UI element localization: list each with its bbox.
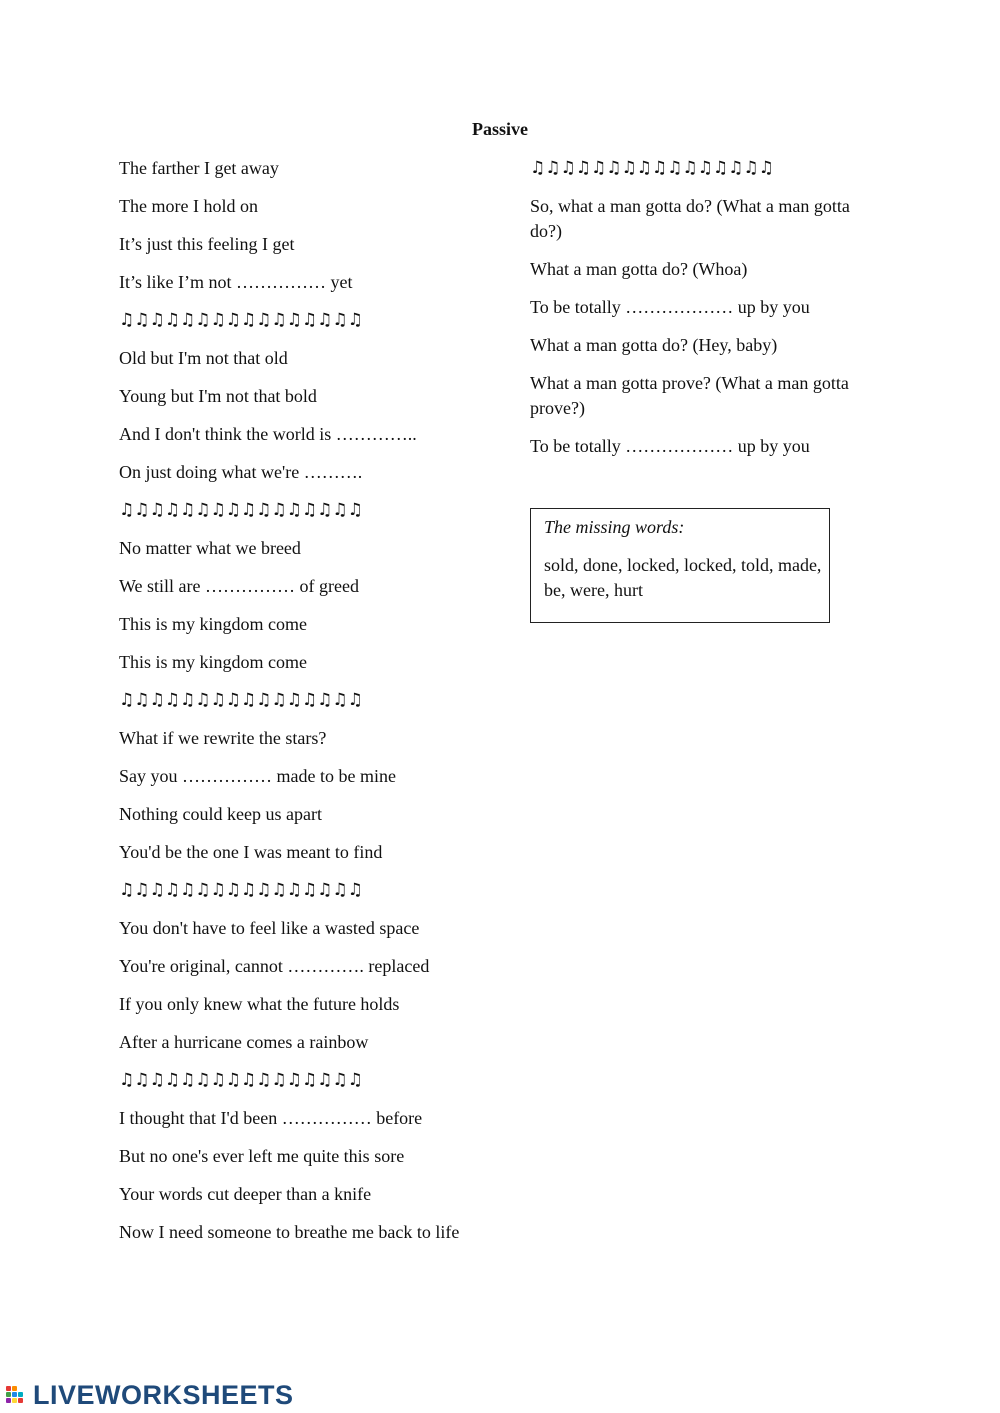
lyric-line: You're original, cannot …………. replaced [119, 956, 430, 976]
liveworksheets-brand: LIVEWORKSHEETS [33, 1379, 294, 1410]
page-title: Passive [472, 119, 528, 139]
lyric-line: The more I hold on [119, 196, 258, 216]
missing-words-box [530, 508, 830, 623]
lyric-line: It’s just this feeling I get [119, 234, 295, 254]
lyric-line: Now I need someone to breathe me back to life [119, 1222, 460, 1242]
lyric-line: To be totally ……………… up by you [530, 436, 810, 456]
lyric-line: What a man gotta prove? (What a man gotta prove?) [530, 373, 849, 418]
lyric-line: To be totally ……………… up by you [530, 297, 810, 317]
lyric-line: On just doing what we're ………. [119, 462, 363, 482]
music-notes-divider: ♫♫♫♫♫♫♫♫♫♫♫♫♫♫♫♫ [119, 310, 363, 330]
lyric-line: Say you …………… made to be mine [119, 766, 396, 786]
lyric-line: What a man gotta do? (Hey, baby) [530, 335, 778, 355]
lyric-line: Old but I'm not that old [119, 348, 288, 368]
lyric-line: This is my kingdom come [119, 614, 307, 634]
music-notes-divider: ♫♫♫♫♫♫♫♫♫♫♫♫♫♫♫♫ [119, 1070, 363, 1090]
lyric-line: What if we rewrite the stars? [119, 728, 327, 748]
music-notes-divider: ♫♫♫♫♫♫♫♫♫♫♫♫♫♫♫♫ [119, 500, 363, 520]
lyric-line: Nothing could keep us apart [119, 804, 322, 824]
lyrics-left-column [119, 156, 489, 1258]
lyric-line: I thought that I'd been …………… before [119, 1108, 423, 1128]
lyric-line: If you only knew what the future holds [119, 994, 400, 1014]
music-notes-divider: ♫♫♫♫♫♫♫♫♫♫♫♫♫♫♫♫ [530, 158, 774, 178]
lyric-line: It’s like I’m not …………… yet [119, 272, 353, 292]
lyric-line: Young but I'm not that bold [119, 386, 317, 406]
liveworksheets-logo-icon [6, 1383, 32, 1407]
lyric-line: You don't have to feel like a wasted space [119, 918, 420, 938]
missing-words-heading: The missing words: [544, 517, 685, 537]
lyric-line: But no one's ever left me quite this sore [119, 1146, 405, 1166]
lyric-line: So, what a man gotta do? (What a man gotta do?) [530, 196, 850, 241]
lyric-line: Your words cut deeper than a knife [119, 1184, 372, 1204]
liveworksheets-footer [6, 1380, 294, 1410]
lyric-line: This is my kingdom come [119, 652, 307, 672]
lyric-line: No matter what we breed [119, 538, 301, 558]
lyrics-right-column [530, 156, 860, 472]
lyric-line: You'd be the one I was meant to find [119, 842, 383, 862]
missing-words-list: sold, done, locked, locked, told, made, be, were, hurt [544, 555, 822, 600]
lyric-line: After a hurricane comes a rainbow [119, 1032, 369, 1052]
lyric-line: The farther I get away [119, 158, 279, 178]
music-notes-divider: ♫♫♫♫♫♫♫♫♫♫♫♫♫♫♫♫ [119, 690, 363, 710]
lyric-line: We still are …………… of greed [119, 576, 359, 596]
lyric-line: And I don't think the world is ………….. [119, 424, 417, 444]
lyric-line: What a man gotta do? (Whoa) [530, 259, 748, 279]
music-notes-divider: ♫♫♫♫♫♫♫♫♫♫♫♫♫♫♫♫ [119, 880, 363, 900]
